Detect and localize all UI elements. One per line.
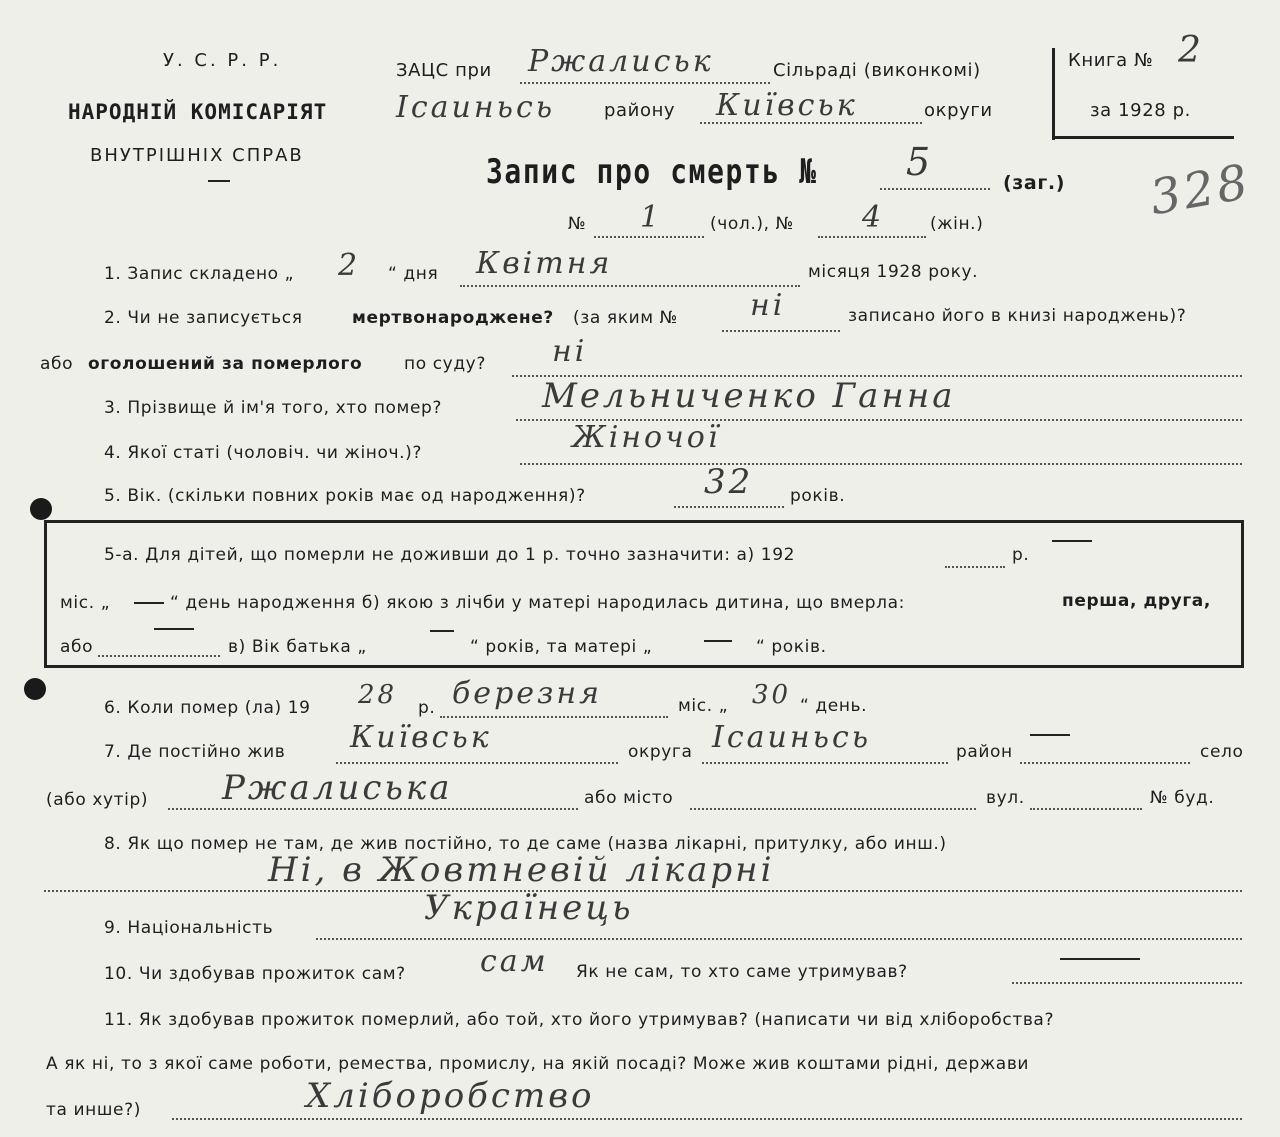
field-2-number-handwritten: ні [750, 288, 786, 323]
field-2b-declared: оголошений за померлого [88, 354, 363, 374]
record-male-label: (чол.), № [710, 214, 794, 234]
field-10-prefix: 10. Чи здобував прожиток сам? [104, 964, 406, 984]
field-7-street-dotline [1030, 808, 1142, 810]
field-11-dotline [172, 1118, 1242, 1120]
field-7-raion-dotline [702, 762, 948, 764]
field-7-street-label: вул. [986, 788, 1025, 808]
zacs-prefix: ЗАЦС при [396, 60, 492, 81]
field-1-suffix: місяця 1928 року. [808, 262, 979, 282]
field-10-dotline [1012, 982, 1242, 984]
field-6-month-dotline [440, 716, 668, 718]
field-5a-or-dotline [98, 655, 220, 657]
field-9-nationality-handwritten: Українець [424, 888, 634, 928]
book-year: за 1928 р. [1090, 100, 1192, 121]
punch-hole-top [30, 498, 52, 520]
okrug-label: округи [924, 100, 993, 121]
field-5a-year-dash [1052, 540, 1092, 542]
field-4-dotline [520, 463, 1242, 465]
field-6-year-suffix: р. [418, 698, 436, 718]
raion-label: району [604, 100, 676, 121]
field-2-stillborn: мертвонароджене? [352, 308, 554, 328]
field-2-prefix: 2. Чи не записується [104, 308, 303, 328]
record-number-dotline [880, 188, 990, 190]
field-6-month-label: міс. „ [678, 696, 729, 716]
field-5-age-handwritten: 32 [704, 462, 754, 502]
field-4-label: 4. Якої статі (чоловіч. чи жіноч.)? [104, 443, 423, 463]
field-5a-father-label: в) Вік батька „ [228, 637, 367, 657]
selradi-label: Сільраді (виконкомі) [773, 60, 981, 81]
book-number-handwritten: 2 [1178, 30, 1204, 71]
field-5a-father-dash [430, 630, 454, 632]
field-3-label: 3. Прізвище й ім'я того, хто помер? [104, 398, 443, 418]
record-male-dotline [594, 236, 704, 238]
field-5a-or-dash [154, 628, 194, 630]
field-11-line-2: А як ні, то з якої саме роботи, ремества, промислу, на якій посаді? Може жив коштами рідні, держави [46, 1054, 1030, 1074]
raion-handwritten: Ісаиньсь [396, 90, 556, 125]
field-10-self-handwritten: сам [480, 944, 549, 979]
record-female-number-handwritten: 4 [862, 200, 885, 235]
field-5a-suffix: “ років. [756, 637, 827, 657]
record-zag: (заг.) [1003, 172, 1065, 194]
ussr-header: У. С. Р. Р. [163, 50, 282, 71]
field-5-label: 5. Вік. (скільки повних років має од народження)? [104, 486, 586, 506]
record-female-label: (жін.) [930, 214, 984, 234]
field-6-year-handwritten: 28 [358, 680, 398, 710]
field-6-prefix: 6. Коли помер (ла) 19 [104, 698, 311, 718]
field-4-gender-handwritten: Жіночої [572, 420, 721, 455]
commissariat-header: НАРОДНІЙ КОМІСАРІЯТ [68, 100, 328, 124]
field-1-day-label: “ дня [388, 264, 439, 284]
field-5a-month-dash [134, 602, 164, 604]
field-7-village-label: село [1200, 742, 1244, 762]
field-11-occupation-handwritten: Хліборобство [306, 1076, 595, 1116]
field-10-dash [1060, 958, 1140, 960]
field-8-label: 8. Як що помер не там, де жив постійно, то де саме (назва лікарні, притулку, або инш.) [104, 834, 947, 854]
field-1-dotline [460, 285, 800, 287]
field-2-number-label: (за яким № [573, 308, 678, 328]
okrug-handwritten: Київськ [716, 88, 858, 123]
field-5a-month-prefix: міс. „ [60, 593, 111, 613]
field-7-city-dotline [690, 808, 976, 810]
field-5a-first-second: перша, друга, [1062, 591, 1211, 611]
field-1-month-handwritten: Квітня [476, 246, 613, 281]
field-2-suffix: записано його в книзі народжень)? [848, 306, 1187, 326]
book-box-bottom-border [1052, 136, 1234, 139]
field-5a-mother-dash [704, 640, 732, 642]
internal-affairs-header: ВНУТРІШНІХ СПРАВ [90, 145, 304, 166]
record-title: Запис про смерть № [486, 152, 818, 192]
field-7-village-dotline [1020, 762, 1190, 764]
field-5a-or: або [60, 637, 94, 657]
field-7-prefix: 7. Де постійно жив [104, 742, 286, 762]
field-6-month-handwritten: березня [452, 676, 603, 711]
field-5a-mother-label: “ років, та матері „ [470, 637, 653, 657]
record-no-label: № [568, 214, 587, 234]
field-5-suffix: років. [790, 486, 846, 506]
field-7-hamlet-dotline [168, 808, 578, 810]
field-2-dotline [722, 330, 840, 332]
selrada-name-handwritten: Ржалиськ [528, 44, 714, 79]
field-8-place-handwritten: Ні, в Жовтневій лікарні [268, 850, 775, 890]
field-10-suffix: Як не сам, то хто саме утримував? [576, 962, 908, 982]
field-11-line-1: 11. Як здобував прожиток померлий, або той, хто його утримував? (написати чи від хліборобства? [104, 1010, 1055, 1030]
field-7-okrug-label: округа [628, 742, 693, 762]
field-2b-court: по суду? [404, 354, 486, 374]
field-5a-year-dotline [945, 566, 1005, 568]
field-7-hamlet-label: (або хутір) [46, 790, 149, 810]
punch-hole-bottom [24, 678, 46, 700]
field-7-city-label: або місто [584, 788, 674, 808]
field-2b-handwritten: ні [552, 334, 588, 369]
field-7-village-handwritten: Ржалиська [222, 768, 453, 808]
field-7-building-label: № буд. [1150, 788, 1215, 808]
field-9-label: 9. Національність [104, 918, 274, 938]
field-11-line-3: та инше?) [46, 1100, 141, 1120]
field-7-okrug-handwritten: Київськ [350, 720, 492, 755]
field-9-dotline [316, 938, 1242, 940]
field-5a-line-1: 5-а. Для дітей, що померли не доживши до 1 р. точно зазначити: а) 192 [104, 545, 796, 565]
field-1-day-handwritten: 2 [338, 248, 361, 283]
field-8-dotline [44, 890, 1242, 892]
field-7-raion-label: район [956, 742, 1013, 762]
field-1-prefix: 1. Запис складено „ [104, 264, 295, 284]
field-2b-or: або [40, 354, 74, 374]
field-5a-year-suffix: р. [1012, 545, 1030, 565]
field-3-name-handwritten: Мельниченко Ганна [542, 376, 956, 416]
selrada-dotline [520, 82, 770, 84]
field-6-day-handwritten: 30 [752, 680, 792, 710]
field-5-dotline [674, 506, 784, 508]
record-female-dotline [818, 236, 926, 238]
okrug-dotline [700, 122, 922, 124]
field-7-okrug-dotline [336, 762, 618, 764]
field-5a-line-2: “ день народження б) якою з лічби у матері народилась дитина, що вмерла: [170, 593, 905, 613]
header-divider [208, 180, 230, 182]
book-label: Книга № [1068, 50, 1154, 71]
field-7-raion-handwritten: Ісаиньсь [712, 720, 872, 755]
field-6-day-label: “ день. [800, 696, 868, 716]
record-male-number-handwritten: 1 [640, 200, 663, 235]
book-box-left-border [1052, 48, 1055, 140]
field-7-village-dash [1030, 734, 1070, 736]
record-number-handwritten: 5 [906, 140, 934, 184]
side-note-handwritten: 328 [1145, 153, 1255, 227]
